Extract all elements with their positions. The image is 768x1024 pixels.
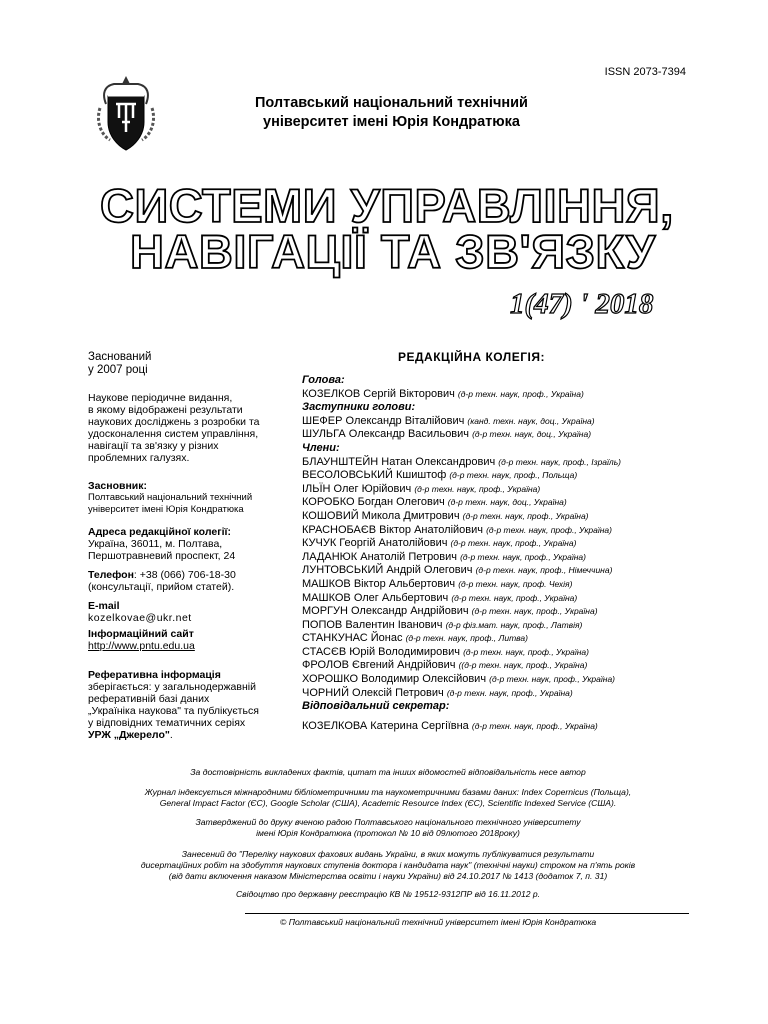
email-link[interactable]: kozelkovae@ukr.net	[88, 612, 192, 624]
board-heading: РЕДАКЦІЙНА КОЛЕГІЯ:	[398, 350, 545, 364]
board-chair-label: Голова:	[302, 374, 345, 386]
board-chair: КОЗЕЛКОВ Сергій Вікторович (д-р техн. наук, проф., Україна)	[302, 387, 584, 400]
board-member: СТАНКУНАС Йонас (д-р техн. наук, проф., Литва)	[302, 632, 528, 645]
board-member: МОРГУН Олександр Андрійович (д-р техн. наук, проф., Україна)	[302, 605, 598, 618]
board-member: ВЕСОЛОВСЬКИЙ Кшиштоф (д-р техн. наук, проф., Польща)	[302, 469, 578, 482]
indexing-note: Журнал індексується міжнародними бібліометричними та наукометричними базами даних: Index Copernicus (Польща), General Impact Factor (ЄС), Google Scholar (США), Academic Resource Index (ЄС), Scientific Indexed Service (США).	[144, 787, 632, 808]
board-member: МАШКОВ Олег Альбертович (д-р техн. наук, проф., Україна)	[302, 591, 578, 604]
reliability-note: За достовірність викладених фактів, цитат та інших відомостей відповідальність несе автор	[190, 767, 586, 777]
board-member: БЛАУНШТЕЙН Натан Олександрович (д-р техн. наук, проф., Ізраїль)	[302, 455, 622, 468]
university-name: Полтавський національний технічний університет імені Юрія Кондратюка	[255, 95, 528, 130]
board-member-label: Члени:	[302, 441, 340, 454]
board-member: КОШОВИЙ Микола Дмитрович (д-р техн. наук, проф., Україна)	[302, 509, 589, 522]
board-deputy: ШЕФЕР Олександр Віталійович (канд. техн. наук, доц., Україна)	[302, 414, 595, 427]
site-block: Інформаційний сайт http://www.pntu.edu.ua	[88, 628, 195, 652]
editorial-board	[302, 374, 702, 733]
reference-block: Реферативна інформація зберігається: у загальнодержавній реферативній базі даних „Україніка наукова" та публікується у відповідних тематичних серіях УРЖ „Джерело".	[88, 669, 259, 741]
board-member: КРАСНОБАЄВ Віктор Анатолійович (д-р техн. наук, проф., Україна)	[302, 523, 612, 536]
board-member: ХОРОШКО Володимир Олексійович (д-р техн. наук, проф., Україна)	[302, 673, 616, 686]
board-member: КОРОБКО Богдан Олегович (д-р техн. наук, доц., Україна)	[302, 496, 567, 509]
board-secretary-label: Відповідальний секретар:	[302, 700, 450, 713]
board-member: ЧОРНИЙ Олексій Петрович (д-р техн. наук, проф., Україна)	[302, 686, 573, 699]
phone-block: Телефон: +38 (066) 706-18-30 (консультації, прийом статей).	[88, 569, 236, 593]
address-block: Адреса редакційної колегії: Україна, 36011, м. Полтава, Першотравневий проспект, 24	[88, 526, 236, 562]
board-member: ІЛЬЇН Олег Юрійович (д-р техн. наук, проф., Україна)	[302, 482, 541, 495]
board-member: ПОПОВ Валентин Іванович (д-р фіз.мат. наук, проф., Латвія)	[302, 618, 583, 631]
journal-description: Наукове періодичне видання, в якому відображені результати наукових досліджень з розробки та удосконалення систем управління, навігації та зв'язку у різних проблемних галузях.	[88, 392, 260, 464]
issue-number: 1(47) ' 2018	[510, 288, 654, 320]
approval-note: Затверджений до друку вченою радою Полтавського національного технічного університету імені Юрія Кондратюка (протокол № 10 від 09лютого 2018року)	[195, 817, 581, 838]
list-note: Занесений до "Переліку наукових фахових видань України, в яких можуть публікуватися результати дисертаційних робіт на здобуття наукових ступенів доктора і кандидата наук" (технічні науки) строком на п'ять років (від дати включення наказом Міністерства освіти і науки України) від 24.10.2017 № 1413 (додаток 7, п. 31)	[140, 849, 636, 881]
board-deputy-label: Заступники голови:	[302, 401, 416, 414]
journal-title-line2: НАВІГАЦІЇ ТА ЗВ'ЯЗКУ	[130, 225, 656, 278]
registration-note: Свідоцтво про державну реєстрацію КВ № 19512-9312ПР від 16.11.2012 р.	[235, 889, 541, 899]
issn: ISSN 2073-7394	[604, 66, 686, 78]
board-member: ЛУНТОВСЬКИЙ Андрій Олегович (д-р техн. наук, проф., Німеччина)	[302, 564, 613, 577]
founder-block: Засновник: Полтавський національний технічний університет імені Юрія Кондратюка	[88, 480, 253, 515]
university-crest-icon	[94, 74, 158, 156]
board-member: СТАСЄВ Юрій Володимирович (д-р техн. наук, проф., Україна)	[302, 645, 589, 658]
board-deputy: ШУЛЬГА Олександр Васильович (д-р техн. наук, доц., Україна)	[302, 428, 592, 441]
board-member: ЛАДАНЮК Анатолій Петрович (д-р техн. наук, проф., Україна)	[302, 550, 586, 563]
board-member: ФРОЛОВ Євгений Андрійович ((д-р техн. наук, проф., Україна)	[302, 659, 588, 672]
email-block: E-mail kozelkovae@ukr.net	[88, 600, 192, 624]
founded-info: Заснований у 2007 році	[88, 351, 152, 376]
board-member: КУЧУК Георгій Анатолійович (д-р техн. наук, проф., Україна)	[302, 537, 577, 550]
board-member: МАШКОВ Віктор Альбертович (д-р техн. наук, проф. Чехія)	[302, 577, 573, 590]
journal-title-line1: СИСТЕМИ УПРАВЛІННЯ,	[100, 179, 674, 232]
website-link[interactable]: http://www.pntu.edu.ua	[88, 640, 195, 652]
board-secretary: КОЗЕЛКОВА Катерина Сергіївна (д-р техн. наук, проф., Україна)	[302, 719, 598, 732]
copyright: © Полтавський національний технічний університет імені Юрія Кондратюка	[280, 917, 597, 927]
footer-divider	[245, 913, 689, 914]
